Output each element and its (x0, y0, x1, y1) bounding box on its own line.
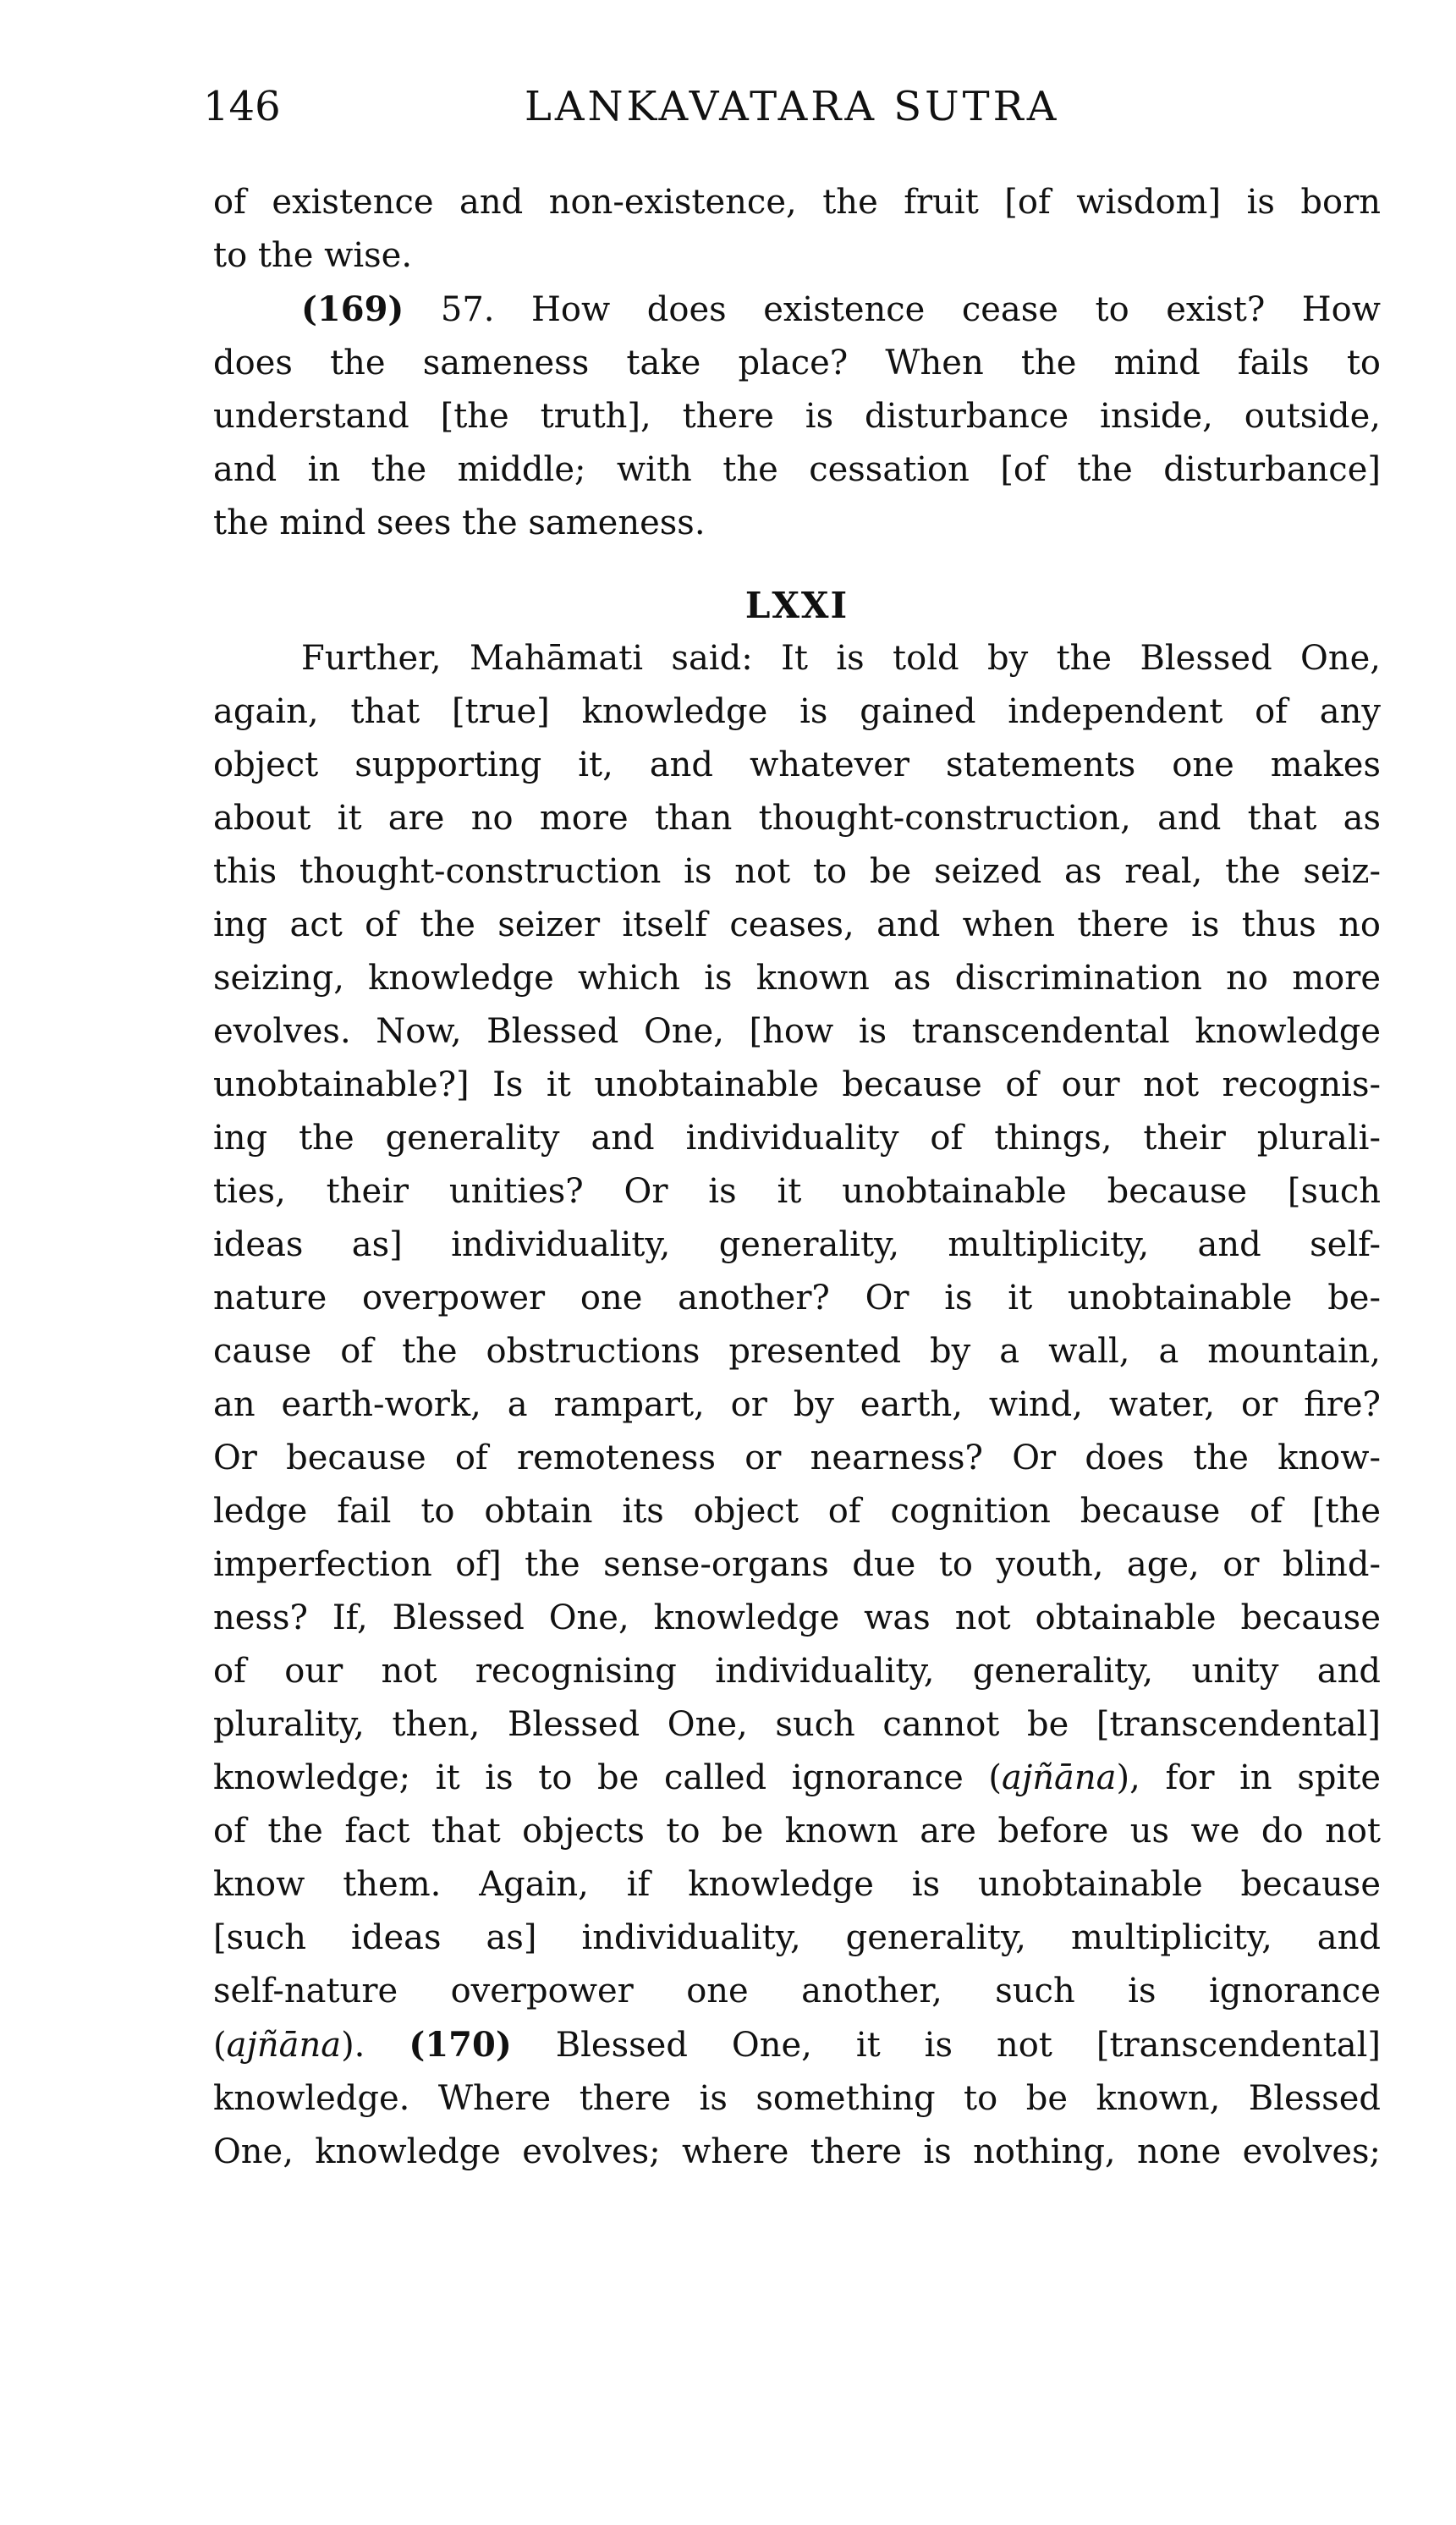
text-line: this thought-construction is not to be seized as real, the seiz- (213, 852, 1381, 891)
italic-term: ajñāna (226, 2026, 342, 2065)
section-heading: LXXI (744, 585, 849, 626)
verse-number: (169) (301, 289, 404, 329)
text-line: unobtainable?] Is it unobtainable because of our not recognis- (213, 1065, 1381, 1104)
text-line: ledge fail to obtain its object of cognition because of [the (213, 1492, 1381, 1531)
verse-number: (170) (409, 2025, 512, 2065)
text-line: an earth-work, a rampart, or by earth, wind, water, or fire? (213, 1385, 1381, 1424)
text-line: Or because of remoteness or nearness? Or does the know- (213, 1439, 1381, 1477)
text-line: of our not recognising individuality, generality, unity and (213, 1652, 1381, 1691)
text-line: does the sameness take place? When the mind fails to (213, 344, 1381, 382)
page-header (203, 81, 1394, 132)
text-line: ness? If, Blessed One, knowledge was not obtainable because (213, 1598, 1381, 1637)
verse-text: 57. How does existence cease to exist? How (440, 290, 1381, 329)
text-line: knowledge. Where there is something to be known, Blessed (213, 2079, 1381, 2118)
text-line: evolves. Now, Blessed One, [how is transcendental knowledge (213, 1012, 1381, 1051)
text-line: Further, Mahāmati said: It is told by the Blessed One, (301, 639, 1381, 678)
text-line: ties, their unities? Or is it unobtainable because [such (213, 1172, 1381, 1211)
text-line: plurality, then, Blessed One, such cannot be [transcendental] (213, 1705, 1381, 1744)
text-line: of the fact that objects to be known are before us we do not (213, 1812, 1381, 1851)
text-line: nature overpower one another? Or is it unobtainable be- (213, 1279, 1381, 1318)
text-line: again, that [true] knowledge is gained independent of any (213, 692, 1381, 731)
text-line: understand [the truth], there is disturbance inside, outside, (213, 397, 1381, 436)
text-line: ing act of the seizer itself ceases, and when there is thus no (213, 905, 1381, 944)
page-number: 146 (203, 83, 281, 130)
text-line: cause of the obstructions presented by a wall, a mountain, (213, 1332, 1381, 1371)
text-line: of existence and non-existence, the fruit [of wisdom] is born (213, 183, 1381, 222)
text-line-with-italic: (ajñāna). (170) Blessed One, it is not [transcendental] (213, 2025, 1381, 2065)
text-line: ing the generality and individuality of things, their plurali- (213, 1119, 1381, 1158)
text-line: self-nature overpower one another, such is ignorance (213, 1972, 1381, 2011)
text-line: ideas as] individuality, generality, multiplicity, and self- (213, 1225, 1381, 1264)
text-line: imperfection of] the sense-organs due to youth, age, or blind- (213, 1545, 1381, 1584)
text-line: and in the middle; with the cessation [of the disturbance] (213, 450, 1381, 489)
running-title: LANKAVATARA SUTRA (525, 83, 1060, 130)
italic-term: ajñāna (1002, 1758, 1117, 1797)
text-line: the mind sees the sameness. (213, 503, 706, 542)
text-line: to the wise. (213, 236, 413, 275)
text-line: about it are no more than thought-construction, and that as (213, 799, 1381, 838)
text-line: know them. Again, if knowledge is unobtainable because (213, 1865, 1381, 1904)
text-line: object supporting it, and whatever statements one makes (213, 745, 1381, 784)
text-line: [such ideas as] individuality, generality, multiplicity, and (213, 1918, 1381, 1957)
verse-first-line (213, 283, 1381, 337)
text-line-with-italic: knowledge; it is to be called ignorance (ajñāna), for in spite (213, 1758, 1381, 1797)
text-line: One, knowledge evolves; where there is nothing, none evolves; (213, 2132, 1381, 2171)
body-text (213, 176, 1381, 2179)
text-line: seizing, knowledge which is known as discrimination no more (213, 959, 1381, 998)
